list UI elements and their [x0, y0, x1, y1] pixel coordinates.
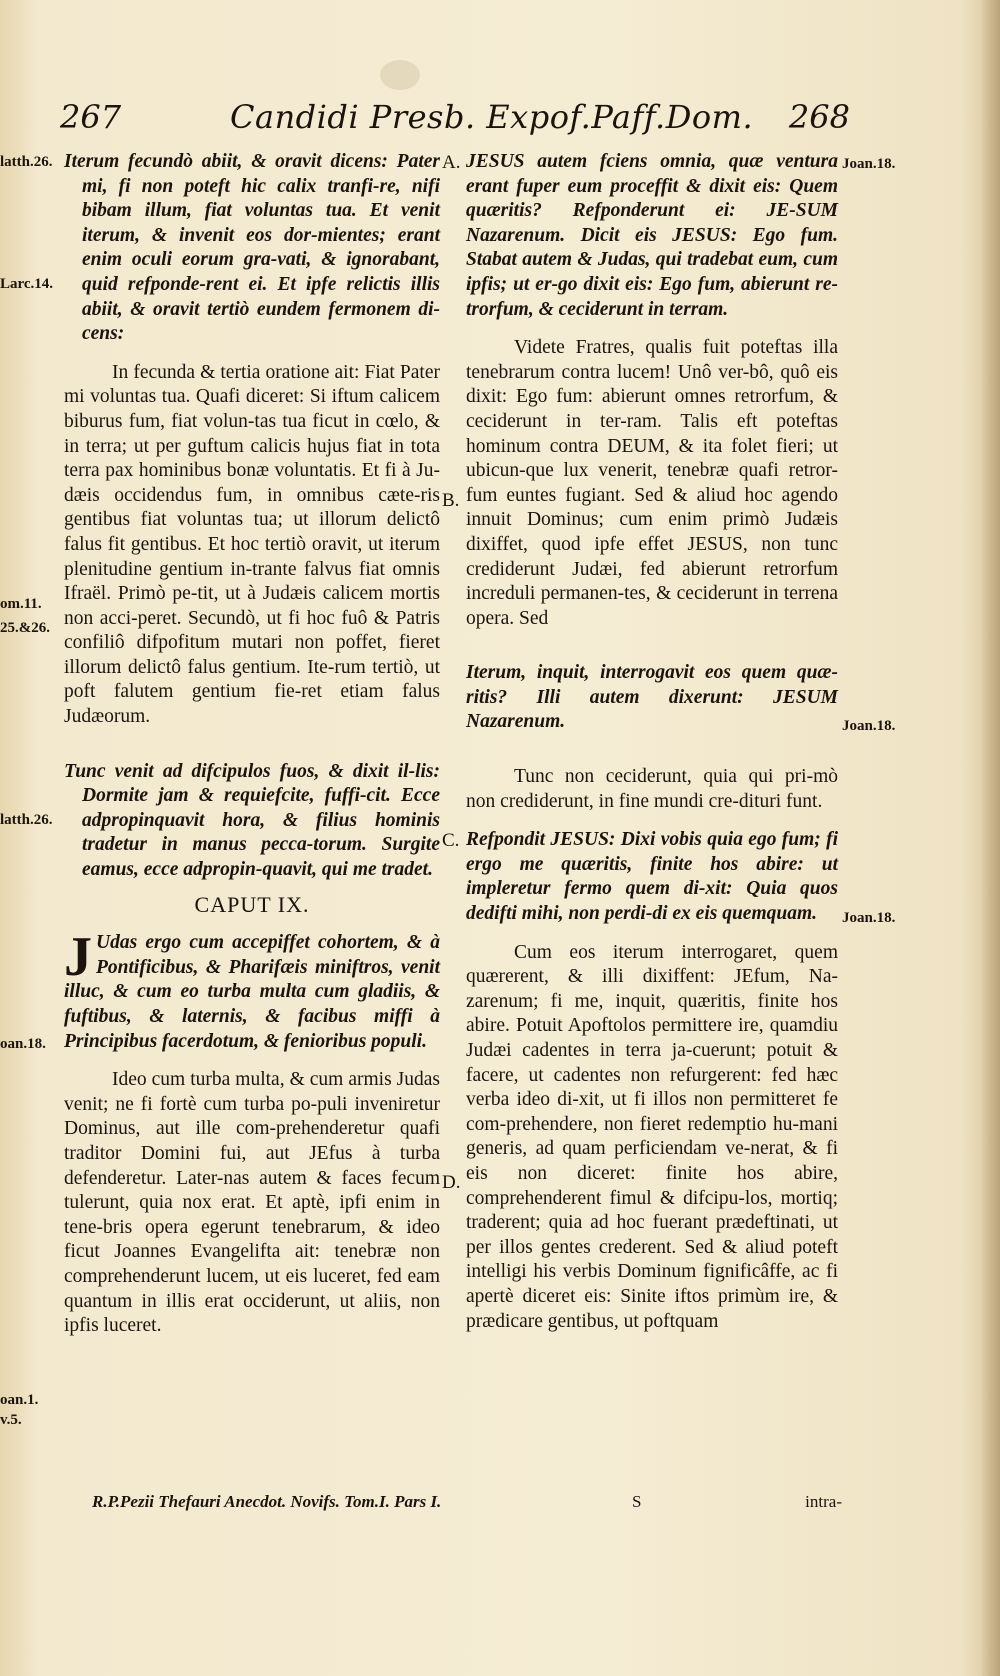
scripture-quote: Iterum, inquit, interrogavit eos quem quæ-ritis? Illi autem dixerunt: JESUM Nazarenum.	[466, 662, 838, 733]
margin-ref: latth.26.	[0, 154, 53, 170]
margin-ref: Joan.18.	[842, 718, 896, 734]
page-number-right: 268	[788, 98, 850, 136]
scripture-quote: Refpondit JESUS: Dixi vobis quia ego fum; fi ergo me quæritis, finite hos abire: ut impleretur fermo quem di-xit: Quia quos dedifti mihi, non perdi-di ex eis quemquam.	[466, 829, 838, 925]
catchword: intra-	[805, 1492, 842, 1511]
commentary-paragraph: Videte Fratres, qualis fuit poteftas illa tenebrarum contra lucem! Unô ver-bô, quô eis dixit: Ego fum: abierunt omnes retrorfum, & ceciderunt in ter-ram. Talis eft poteftas hominum contra DEUM, & ita folet fieri; ut ubicun-que lux venerit, tenebræ quafi retror-fum euntes fugiant. Sed & aliud hoc agendo innuit Dominus; cum enim primò Judæis dixiffet, quod ipfe effet JESUS, non tunc crediderunt Judæi, fed abierunt retrorfum increduli permanen-tes, & ceciderunt in terrena opera. Sed	[466, 337, 838, 629]
margin-ref: oan.1.	[0, 1392, 39, 1408]
commentary-paragraph: In fecunda & tertia oratione ait: Fiat Pater mi voluntas tua. Quafi diceret: Si iftum calicem biburus fum, fiat volun-tas tua ficut in cœlo, & in terra; ut per guftum calicis hujus fiat in tota terra pax hominibus bonæ voluntatis. Et fi à Ju-dæis occidendus fum, in omnibus cæte-ris gentibus fiat voluntas tua; ut illorum delictô falus fit gentibus. Et hoc tertiò oravit, ut iterum plenitudine gentium in-trante falvus fiat omnis Ifraël. Primò pe-tit, ut à Judæis calicem mortis non acci-peret. Secundò, ut fi hoc fuô & Patris confiliô difpofitum mutari non poffet, fieret illorum delictô falus gentium. Ite-rum tertiò, ut poft falutem gentium fie-ret etiam falus Judæorum.	[64, 361, 440, 728]
page-header	[60, 98, 850, 142]
running-title: Candidi Presb. Expof.Paff.Dom.	[230, 98, 754, 136]
section-letter: D.	[442, 1172, 461, 1193]
left-column	[64, 150, 440, 1339]
chapter-heading: CAPUT IX.	[194, 891, 310, 917]
page-footer	[92, 1492, 842, 1518]
margin-ref: Joan.18.	[842, 910, 896, 926]
scripture-quote: JESUS autem fciens omnia, quæ ventura erant fuper eum proceffit & dixit eis: Quem quæritis? Refponderunt ei: JE-SUM Nazarenum. Dicit eis JESUS: Ego fum. Stabat autem & Judas, qui tradebat eum, cum ipfis; ut er-go dixit eis: Ego fum, abierunt re-trorfum, & ceciderunt in terram.	[466, 151, 838, 320]
footer-imprint: R.P.Pezii Thefauri Anecdot. Novifs. Tom.I. Pars I.	[92, 1492, 442, 1511]
margin-ref: Larc.14.	[0, 276, 54, 292]
commentary-paragraph: Tunc non ceciderunt, quia qui pri-mò non crediderunt, in fine mundi cre-dituri funt.	[466, 766, 838, 812]
scripture-quote-text: Udas ergo cum accepiffet cohortem, & à Pontificibus, & Pharifæis miniftros, venit illuc, & cum eo turba multa cum gladiis, & fuftibus, & laternis, & facibus miffi à Principibus facerdotum, & fenioribus populi.	[64, 932, 440, 1052]
margin-ref: Joan.18.	[842, 156, 896, 172]
scripture-quote: Tunc venit ad difcipulos fuos, & dixit il-lis: Dormite jam & requiefcite, fuffi-cit. Ecce adpropinquavit hora, & filius hominis tradetur in manus pecca-torum. Surgite eamus, ecce adpropin-quavit, qui me tradet.	[64, 760, 440, 881]
margin-ref: latth.26.	[0, 812, 53, 828]
section-letter: A.	[442, 152, 461, 173]
page-number-left: 267	[60, 98, 122, 136]
scripture-quote	[64, 926, 440, 1054]
margin-ref: oan.18.	[0, 1036, 46, 1052]
page-edge-shadow	[982, 0, 1000, 1676]
scripture-quote: Iterum fecundò abiit, & oravit dicens: Pater mi, fi non poteft hic calix tranfi-re, nifi bibam illum, fiat voluntas tua. Et venit iterum, & invenit eos dor-mientes; erant enim oculi eorum gra-vati, & ignorabant, quid refponde-rent ei. Et ipfe relictis illis abiit, & oravit tertiò eundem fermonem di-cens:	[64, 151, 440, 345]
section-letter: B.	[442, 490, 460, 511]
commentary-paragraph: Ideo cum turba multa, & cum armis Judas venit; ne fi fortè cum turba po-puli inveniretur Dominus, aut ille com-prehenderetur quafi traditor Domini fui, aut JEfus à turba defenderetur. Later-nas autem & faces fecum tulerunt, quia nox erat. Et aptè, ipfi enim in tene-bris opera egerunt tenebrarum, & ideo ficut Joannes Evangelifta ait: tenebræ non comprehenderunt lucem, ut eis luceret, fed eam quantum in illis erat occiderunt, ut aliis, non ipfis luceret.	[64, 1069, 440, 1337]
margin-ref: v.5.	[0, 1412, 22, 1428]
signature-mark: S	[632, 1492, 642, 1511]
right-column	[466, 150, 838, 1334]
margin-ref: om.11.	[0, 596, 42, 612]
drop-cap: J	[64, 926, 92, 989]
commentary-paragraph: Cum eos iterum interrogaret, quem quærerent, & illi dixiffent: JEfum, Na-zarenum; fi me, inquit, quæritis, finite hos abire. Potuit Apoftolos permittere ire, quamdiu Judæi cadentes in terra ja-cuerunt; potuit & facere, ut cadentes non refurgerent: fed hæc verba ideo di-xit, ut fi illos non permitteret fe com-prehendere, non fieret redemptio hu-mani generis, ad quam perficiendam ve-nerat, & fi eis non diceret: finite hos abire, comprehenderent fimul & difcipu-los, mortiq; traderent; quia ad hoc fuerant prædeftinati, ut per illos gentes crederent. Sed & aliud poteft intelligi his verbis Dominum fignificâffe, ac fi apertè diceret eis: Sinite iftos primùm ire, & prædicare gentibus, ut poftquam	[466, 941, 838, 1332]
stain-mark	[380, 60, 420, 90]
margin-ref: 25.&26.	[0, 620, 50, 636]
section-letter: C.	[442, 830, 460, 851]
